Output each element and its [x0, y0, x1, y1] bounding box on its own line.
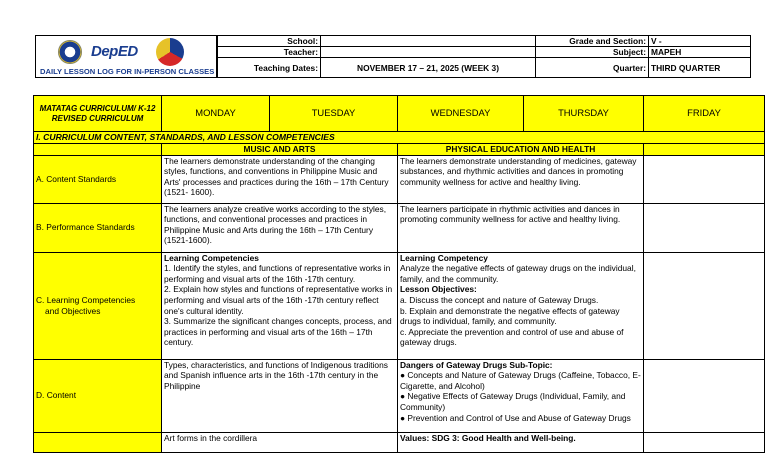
teacher-label: Teacher: [218, 47, 321, 58]
deped-seal-icon [58, 40, 82, 64]
subject-pe-health: PHYSICAL EDUCATION AND HEALTH [398, 144, 644, 156]
quarter-field[interactable]: THIRD QUARTER [649, 58, 751, 78]
logo-area [35, 35, 217, 78]
pe-objective-c: c. Appreciate the prevention and control of use and abuse of gateway drugs. [400, 326, 624, 348]
pe-content-item-3: ● Prevention and Control of Use and Abuse of Gateway Drugs [400, 412, 631, 423]
subject-field[interactable]: MAPEH [649, 47, 751, 58]
music-competency-2: 2. Explain how styles and functions of representative works in performing and visual arts of the 16th -17th century reflect one's cultural identity. [164, 284, 393, 316]
day-friday: FRIDAY [644, 96, 765, 132]
content-standards-music: The learners demonstrate understanding of the changing styles, functions, and conventions in Philippine Music and Arts' processes and practices during the 16th – 17th Century (1521- 1600). [162, 155, 398, 203]
next-row-pe [398, 432, 644, 452]
lesson-log-table [33, 95, 765, 453]
grade-field[interactable]: V - [649, 36, 751, 47]
content-music: Types, characteristics, and functions of Indigenous traditions and Spanish influence arts in the 16th -17th century in the Philippine [162, 359, 398, 432]
content-standards-pe: The learners demonstrate understanding of medicines, gateway substances, and rhythmic activities and dances in promoting community wellness for active and healthy living. [398, 155, 644, 203]
competencies-label-line2: and Objectives [45, 305, 101, 316]
day-monday: MONDAY [162, 96, 270, 132]
subject-music-arts: MUSIC AND ARTS [162, 144, 398, 156]
quarter-label: Quarter: [536, 58, 649, 78]
row-label-content: D. Content [34, 359, 162, 432]
content-standards-friday [644, 155, 765, 203]
pe-objectives-heading: Lesson Objectives: [400, 284, 477, 295]
grade-label: Grade and Section: [536, 36, 649, 47]
competencies-label-line1: C. Learning Competencies [36, 295, 136, 305]
dates-field[interactable]: NOVEMBER 17 – 21, 2025 (WEEK 3) [321, 58, 536, 78]
school-field[interactable] [321, 36, 536, 47]
pe-objective-b: b. Explain and demonstrate the negative effects of gateway drugs to individual, family, and community. [400, 305, 620, 327]
teacher-field[interactable] [321, 47, 536, 58]
day-thursday: THURSDAY [524, 96, 644, 132]
pe-values-text: Values: SDG 3: Good Health and Well-being. [400, 432, 576, 443]
subject-blank-cell [34, 144, 162, 156]
competencies-music [162, 252, 398, 359]
row-label-competencies [34, 252, 162, 359]
log-title: DAILY LESSON LOG FOR IN-PERSON CLASSES [40, 67, 215, 76]
day-tuesday: TUESDAY [270, 96, 398, 132]
subject-label: Subject: [536, 47, 649, 58]
section-title: I. CURRICULUM CONTENT, STANDARDS, AND LESSON COMPETENCIES [34, 132, 765, 144]
next-row-friday [644, 432, 765, 452]
row-label-next [34, 432, 162, 452]
pe-content-item-1: ● Concepts and Nature of Gateway Drugs (Caffeine, Tobacco, E-Cigarette, and Alcohol) [400, 370, 641, 391]
music-competency-1: 1. Identify the styles, and functions of representative works in performing and visual arts of the 16th -17th century. [164, 263, 391, 284]
content-pe [398, 359, 644, 432]
pe-competency-heading: Learning Competency [400, 252, 488, 263]
music-competency-3: 3. Summarize the significant changes concepts, process, and practices in performing and visual arts of the 16th – 17th century. [164, 316, 392, 348]
performance-standards-music: The learners analyze creative works according to the styles, functions, and conventional processes and practices in Philippine Music and Arts during the 16th – 17th Century (1521-1600). [162, 203, 398, 252]
header-info-table [217, 35, 751, 78]
dates-label: Teaching Dates: [218, 58, 321, 78]
pe-content-item-2: ● Negative Effects of Gateway Drugs (Individual, Family, and Community) [400, 391, 626, 412]
row-label-content-standards: A. Content Standards [34, 155, 162, 203]
performance-standards-friday [644, 203, 765, 252]
pe-content-heading: Dangers of Gateway Drugs Sub-Topic: [400, 359, 553, 370]
performance-standards-pe: The learners participate in rhythmic activities and dances in promoting community wellness for active and healthy living. [398, 203, 644, 252]
pe-objective-a: a. Discuss the concept and nature of Gateway Drugs. [400, 294, 599, 305]
bagong-pilipinas-seal-icon [156, 38, 184, 66]
curriculum-label: MATATAG CURRICULUM/ K-12 REVISED CURRICULUM [34, 96, 162, 132]
competencies-friday [644, 252, 765, 359]
content-friday [644, 359, 765, 432]
subject-blank-cell-friday [644, 144, 765, 156]
pe-competency: Analyze the negative effects of gateway drugs on the individual, family, and the community. [400, 263, 636, 284]
next-row-music: Art forms in the cordillera [162, 432, 398, 452]
school-label: School: [218, 36, 321, 47]
deped-logo: DepED [91, 43, 138, 60]
day-wednesday: WEDNESDAY [398, 96, 524, 132]
competencies-pe [398, 252, 644, 359]
row-label-performance-standards: B. Performance Standards [34, 203, 162, 252]
music-competencies-heading: Learning Competencies [164, 252, 259, 263]
